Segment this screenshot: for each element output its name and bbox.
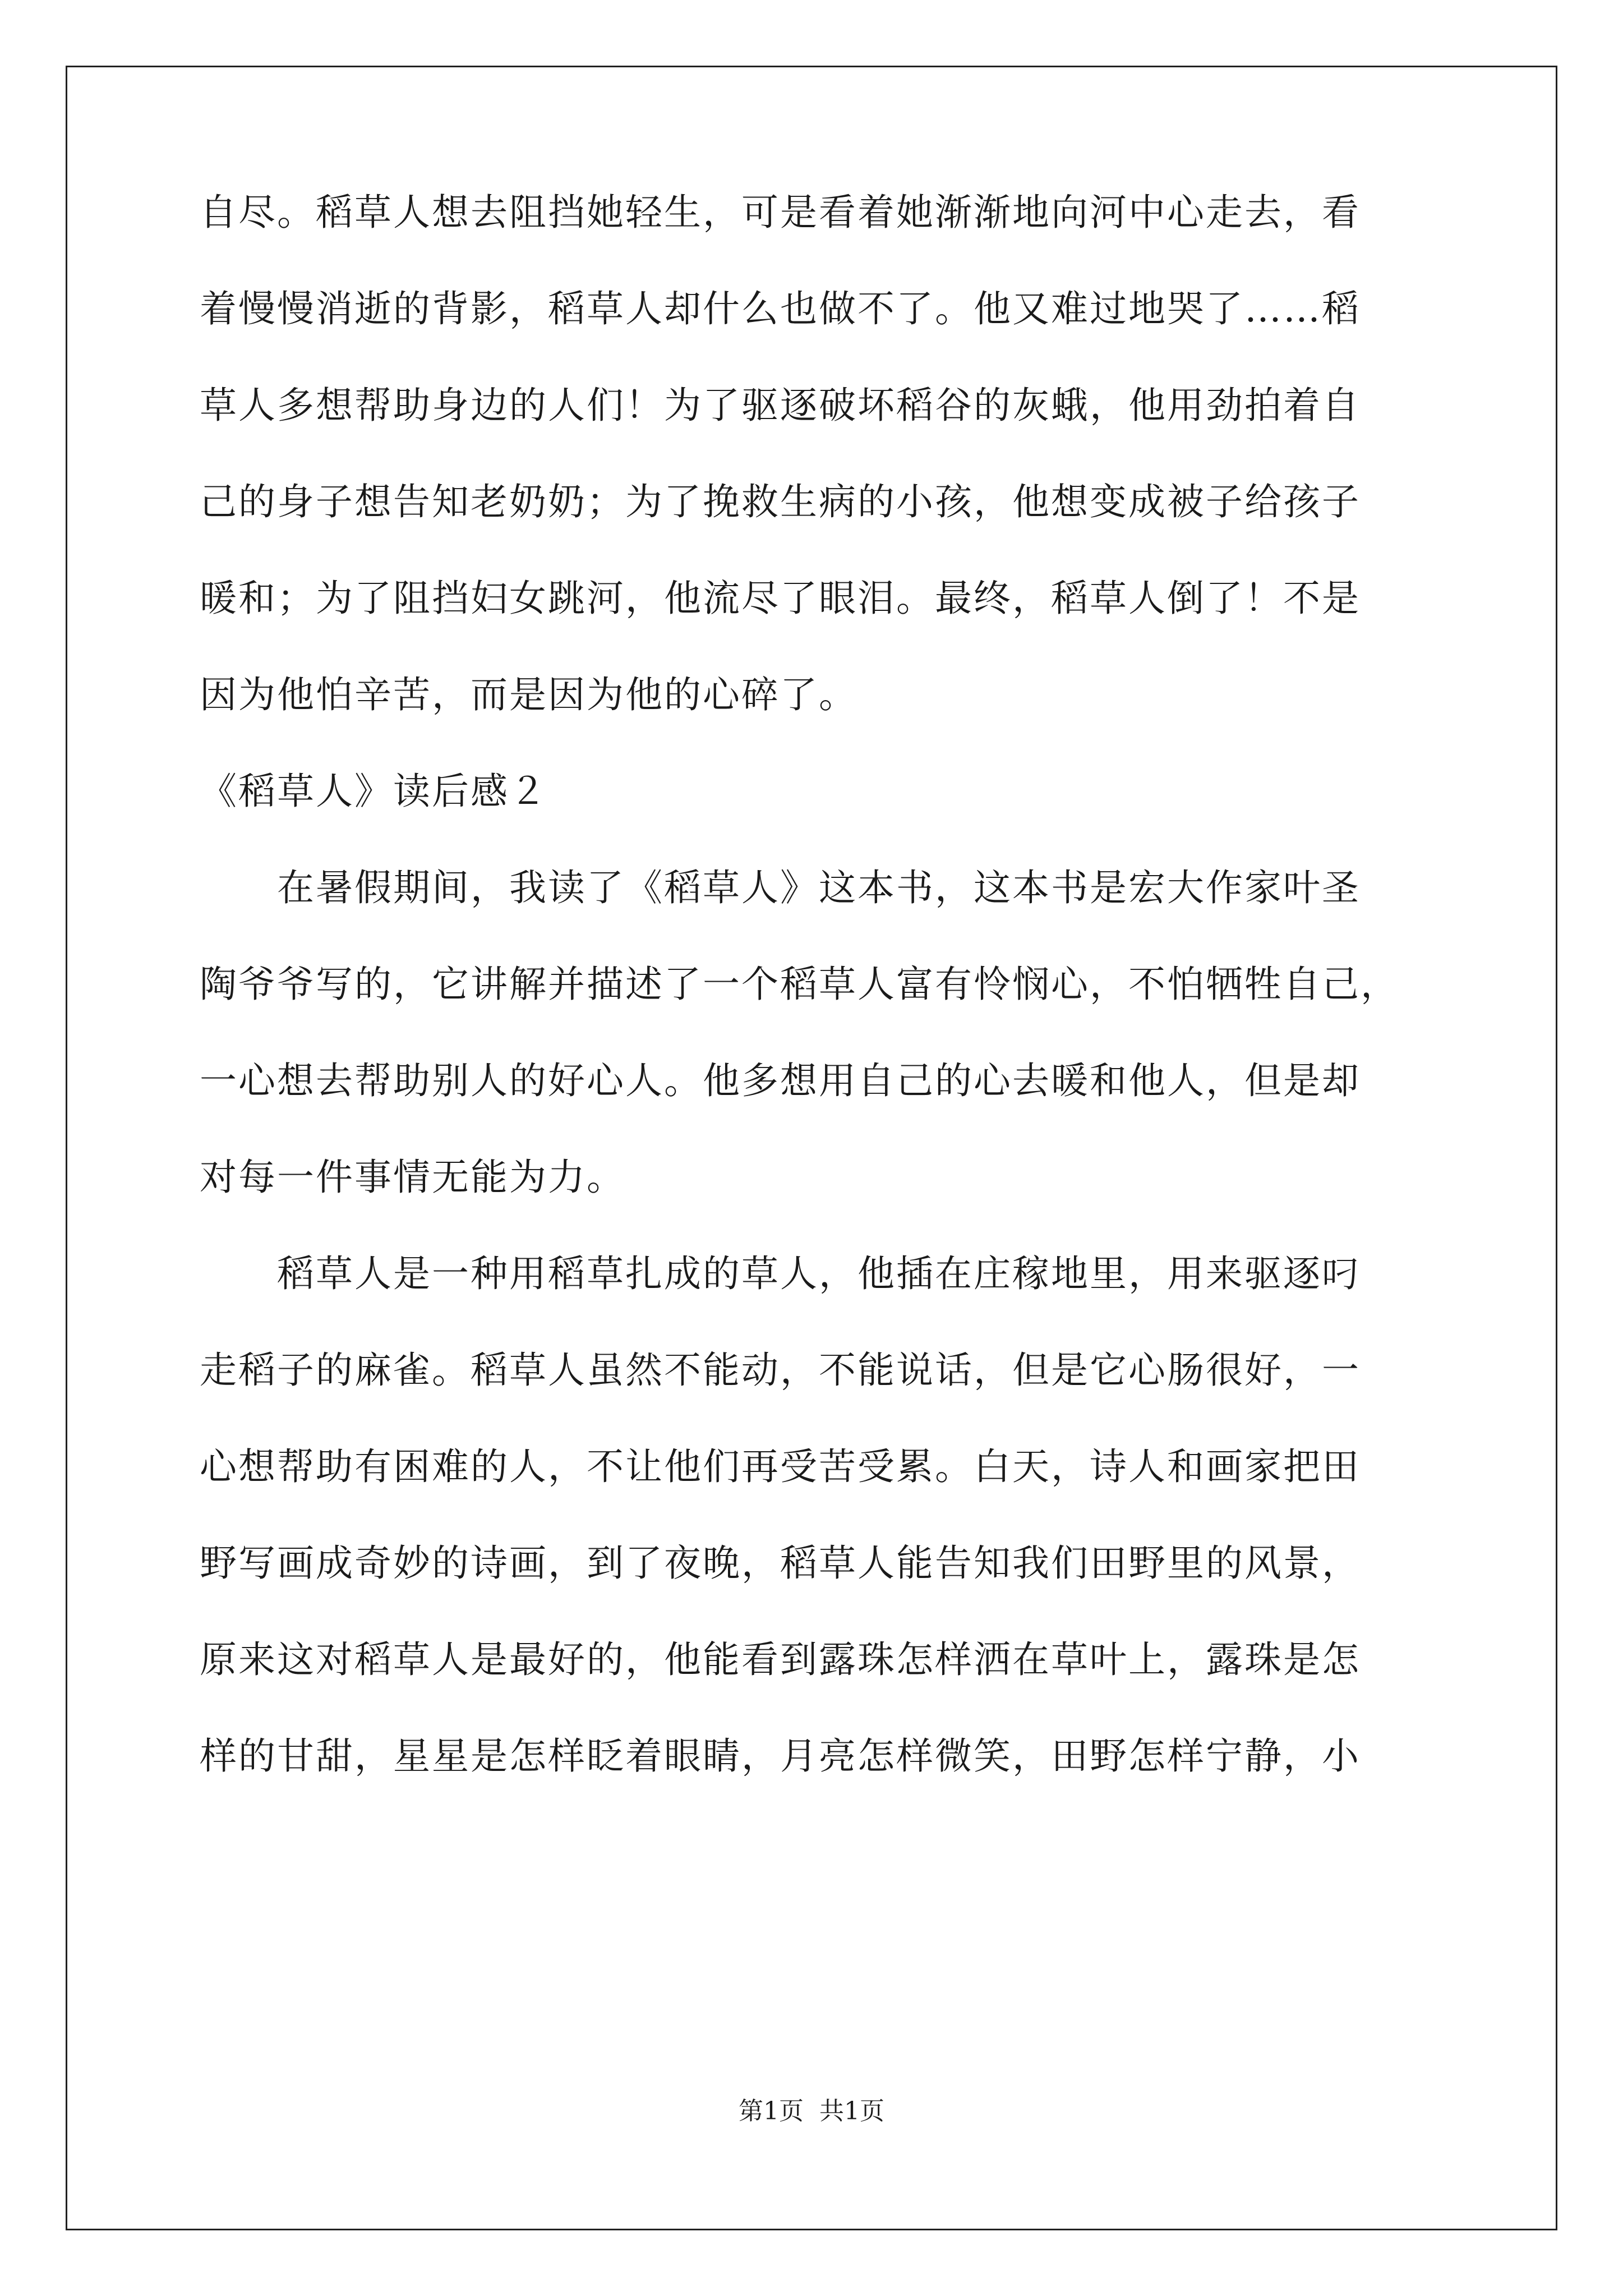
text-line: 陶爷爷写的，它讲解并描述了一个稻草人富有怜悯心，不怕牺牲自己，: [200, 963, 1399, 1006]
text-line: 走稻子的麻雀。稻草人虽然不能动，不能说话，但是它心肠很好，一: [200, 1349, 1361, 1392]
page-total: 共1页: [819, 2097, 884, 2125]
text-line: 心想帮助有困难的人，不让他们再受苦受累。白天，诗人和画家把田: [200, 1445, 1361, 1488]
text-line: 对每一件事情无能为力。: [200, 1156, 625, 1199]
page-footer: [0, 2099, 1623, 2124]
text-line: 草人多想帮助身边的人们！为了驱逐破坏稻谷的灰蛾，他用劲拍着自: [200, 384, 1361, 427]
text-line: 原来这对稻草人是最好的，他能看到露珠怎样洒在草叶上，露珠是怎: [200, 1638, 1361, 1681]
text-line: 己的身子想告知老奶奶；为了挽救生病的小孩，他想变成被子给孩子: [200, 480, 1361, 523]
page-number: 第1页: [739, 2097, 804, 2125]
text-line: 野写画成奇妙的诗画，到了夜晚，稻草人能告知我们田野里的风景，: [200, 1542, 1361, 1585]
document-body: [200, 191, 1433, 1778]
section-heading: 《稻草人》读后感２: [200, 770, 548, 813]
text-line: 在暑假期间，我读了《稻草人》这本书，这本书是宏大作家叶圣: [200, 866, 1361, 909]
text-line: 稻草人是一种用稻草扎成的草人，他插在庄稼地里，用来驱逐叼: [200, 1252, 1361, 1295]
text-line: 因为他怕辛苦，而是因为他的心碎了。: [200, 673, 857, 716]
text-line: 暖和；为了阻挡妇女跳河，他流尽了眼泪。最终，稻草人倒了！不是: [200, 577, 1361, 620]
text-line: 样的甘甜，星星是怎样眨着眼睛，月亮怎样微笑，田野怎样宁静，小: [200, 1734, 1361, 1778]
text-line: 自尽。稻草人想去阻挡她轻生，可是看着她渐渐地向河中心走去，看: [200, 191, 1361, 234]
text-line: 一心想去帮助别人的好心人。他多想用自己的心去暖和他人，但是却: [200, 1059, 1361, 1102]
text-line: 着慢慢消逝的背影，稻草人却什么也做不了。他又难过地哭了……稻: [200, 287, 1361, 330]
